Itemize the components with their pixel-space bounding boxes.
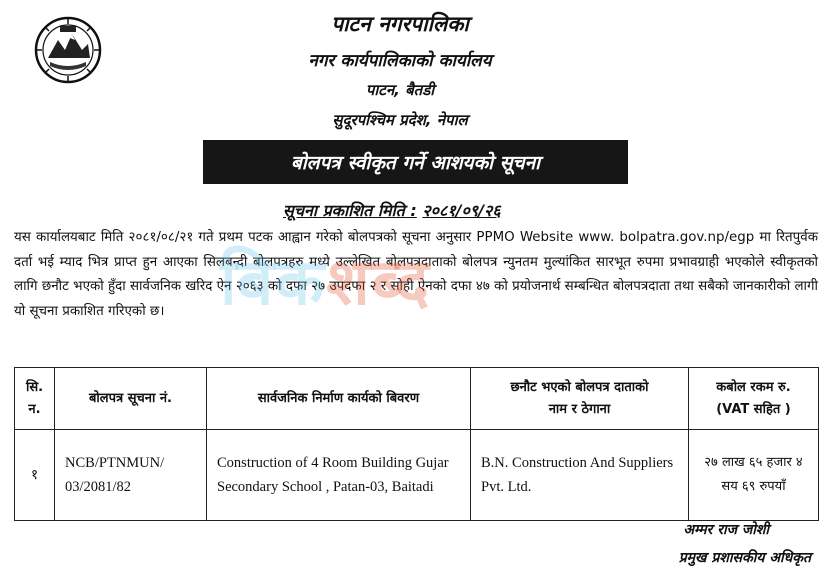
publication-date-value: २०८१/०९/२६ — [422, 201, 501, 220]
col-header-sn: सि. न. — [15, 368, 55, 430]
office-location: पाटन, बैतडी — [365, 81, 435, 99]
notice-title: बोलपत्र स्वीकृत गर्ने आशयको सूचना — [203, 140, 628, 184]
table-row — [15, 430, 819, 521]
watermark-text-a: बिक — [220, 246, 327, 320]
bid-table — [14, 367, 819, 521]
table-header-row — [15, 368, 819, 430]
municipality-seal-emblem — [34, 16, 102, 84]
cell-notice-no: NCB/PTNMUN/ 03/2081/82 — [55, 430, 207, 521]
col-header-amount: कबोल रकम रु. (VAT सहित ) — [689, 368, 819, 430]
cell-amount: २७ लाख ६५ हजार ४ सय ६९ रुपयाँ — [689, 430, 819, 521]
publication-date-label: सूचना प्रकाशित मिति : — [283, 201, 417, 220]
province-country: सुदूरपश्चिम प्रदेश, नेपाल — [332, 111, 468, 129]
cell-bidder: B.N. Construction And Suppliers Pvt. Ltd. — [471, 430, 689, 521]
signatory-designation: प्रमुख प्रशासकीय अधिकृत — [678, 550, 811, 566]
publication-date — [283, 199, 501, 221]
watermark-text-b: शब्द — [326, 246, 432, 320]
office-name: नगर कार्यपालिकाको कार्यालय — [308, 51, 492, 71]
cell-description: Construction of 4 Room Building Gujar Secondary School , Patan-03, Baitadi — [207, 430, 471, 521]
cell-sn: १ — [15, 430, 55, 521]
col-header-notice-no: बोलपत्र सूचना नं. — [55, 368, 207, 430]
col-header-description: सार्वजनिक निर्माण कार्यको बिवरण — [207, 368, 471, 430]
municipality-name: पाटन नगरपालिका — [331, 12, 469, 36]
notice-body: यस कार्यालयबाट मिति २०८१/०८/२१ गते प्रथम पटक आह्वान गरेको बोलपत्रको सूचना अनुसार PPMO Website www. bolpatra.gov.np/egp मा रितपुर्वक दर्ता भई म्याद भित्र प्राप्त हुन आएका सिलबन्दी बोलपत्रहरु मध्ये उल्लेखित बोलपत्रदाताको बोलपत्र न्युनतम मुल्यांकित सारभूत रुपमा प्रभावग्राही भएकोले स्वीकृतको लागि छनौट भएको हुँदा सार्वजनिक खरिद ऐन २०६३ को दफा २७ उपदफा २ र सोही ऐनको दफा ४७ को प्रयोजनार्थ सम्बन्धित बोलपत्रदाता तथा सबैको जानकारीको लागी यो सूचना प्रकाशित गरिएको छ। — [14, 230, 818, 319]
col-header-bidder: छनौट भएको बोलपत्र दाताको नाम र ठेगाना — [471, 368, 689, 430]
signatory-name: अम्मर राज जोशी — [683, 522, 769, 538]
